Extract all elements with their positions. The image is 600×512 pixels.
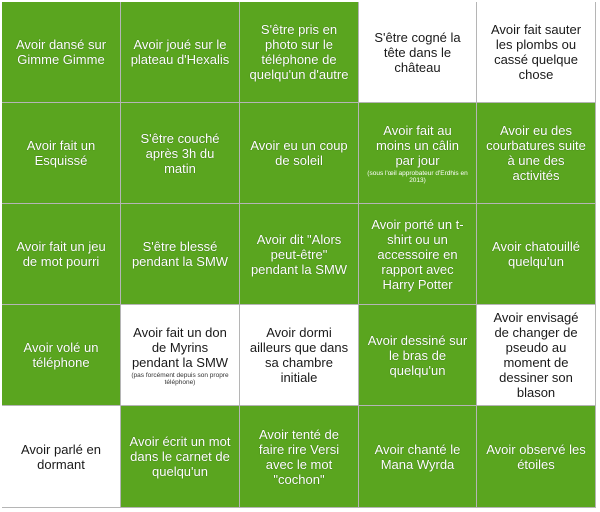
bingo-cell-text: Avoir dessiné sur le bras de quelqu'un bbox=[367, 332, 468, 378]
bingo-cell bbox=[359, 406, 477, 508]
bingo-cell bbox=[121, 305, 240, 406]
bingo-cell bbox=[121, 406, 240, 508]
bingo-cell bbox=[477, 2, 596, 103]
bingo-cell-text: Avoir chatouillé quelqu'un bbox=[492, 239, 580, 269]
bingo-cell-text: Avoir dansé sur Gimme Gimme bbox=[15, 37, 107, 67]
bingo-cell-text: S'être cogné la tête dans le château bbox=[374, 29, 461, 75]
bingo-cell bbox=[240, 2, 359, 103]
bingo-cell bbox=[359, 103, 477, 204]
bingo-cell-text: Avoir fait sauter les plombs ou cassé quelque chose bbox=[490, 22, 582, 82]
bingo-cell bbox=[240, 103, 359, 204]
bingo-cell bbox=[121, 2, 240, 103]
bingo-cell-text: Avoir envisagé de changer de pseudo au moment de dessiner son blason bbox=[493, 310, 579, 400]
bingo-cell-text: Avoir dit "Alors peut-être" pendant la SMW bbox=[250, 231, 348, 277]
bingo-cell bbox=[359, 204, 477, 305]
bingo-cell bbox=[2, 204, 121, 305]
bingo-cell bbox=[477, 103, 596, 204]
bingo-cell-text: S'être couché après 3h du matin bbox=[140, 130, 220, 176]
bingo-cell bbox=[477, 406, 596, 508]
bingo-cell-text: Avoir porté un t-shirt ou un accessoire en rapport avec Harry Potter bbox=[371, 216, 464, 292]
bingo-cell-text: Avoir fait un jeu de mot pourri bbox=[16, 239, 106, 269]
bingo-cell-text: Avoir tenté de faire rire Versi avec le mot "cochon" bbox=[258, 426, 340, 487]
bingo-cell-text: Avoir eu un coup de soleil bbox=[250, 138, 348, 168]
bingo-cell-text: Avoir joué sur le plateau d'Hexalis bbox=[130, 37, 230, 67]
bingo-cell bbox=[477, 204, 596, 305]
bingo-cell bbox=[359, 2, 477, 103]
bingo-cell bbox=[359, 305, 477, 406]
bingo-cell-text: Avoir parlé en dormant bbox=[21, 441, 101, 472]
bingo-cell bbox=[240, 305, 359, 406]
bingo-cell bbox=[2, 406, 121, 508]
bingo-cell-text: Avoir eu des courbatures suite à une des activités bbox=[486, 123, 586, 183]
bingo-cell bbox=[2, 305, 121, 406]
bingo-cell-text: Avoir dormi ailleurs que dans sa chambre initiale bbox=[249, 325, 349, 385]
bingo-grid bbox=[2, 2, 596, 508]
bingo-cell-text: Avoir fait un Esquissé bbox=[26, 138, 96, 168]
bingo-cell bbox=[240, 204, 359, 305]
bingo-cell bbox=[121, 103, 240, 204]
bingo-cell-note: (sous l'œil approbateur d'Erdhis en 2013) bbox=[367, 169, 468, 184]
bingo-cell-text: Avoir observé les étoiles bbox=[486, 441, 586, 472]
bingo-cell-note: (pas forcément depuis son propre téléphone) bbox=[131, 371, 229, 386]
bingo-cell bbox=[121, 204, 240, 305]
bingo-cell-text: Avoir fait au moins un câlin par jour bbox=[375, 122, 460, 168]
bingo-cell bbox=[2, 2, 121, 103]
bingo-cell-text: Avoir volé un téléphone bbox=[23, 340, 99, 370]
bingo-cell-text: Avoir fait un don de Myrins pendant la SMW bbox=[131, 324, 229, 370]
bingo-cell-text: S'être blessé pendant la SMW bbox=[131, 239, 229, 269]
bingo-cell-text: S'être pris en photo sur le téléphone de quelqu'un d'autre bbox=[249, 22, 349, 82]
bingo-cell bbox=[240, 406, 359, 508]
bingo-cell bbox=[2, 103, 121, 204]
bingo-cell-text: Avoir chanté le Mana Wyrda bbox=[374, 441, 461, 472]
bingo-cell bbox=[477, 305, 596, 406]
bingo-cell-text: Avoir écrit un mot dans le carnet de quelqu'un bbox=[129, 434, 231, 479]
